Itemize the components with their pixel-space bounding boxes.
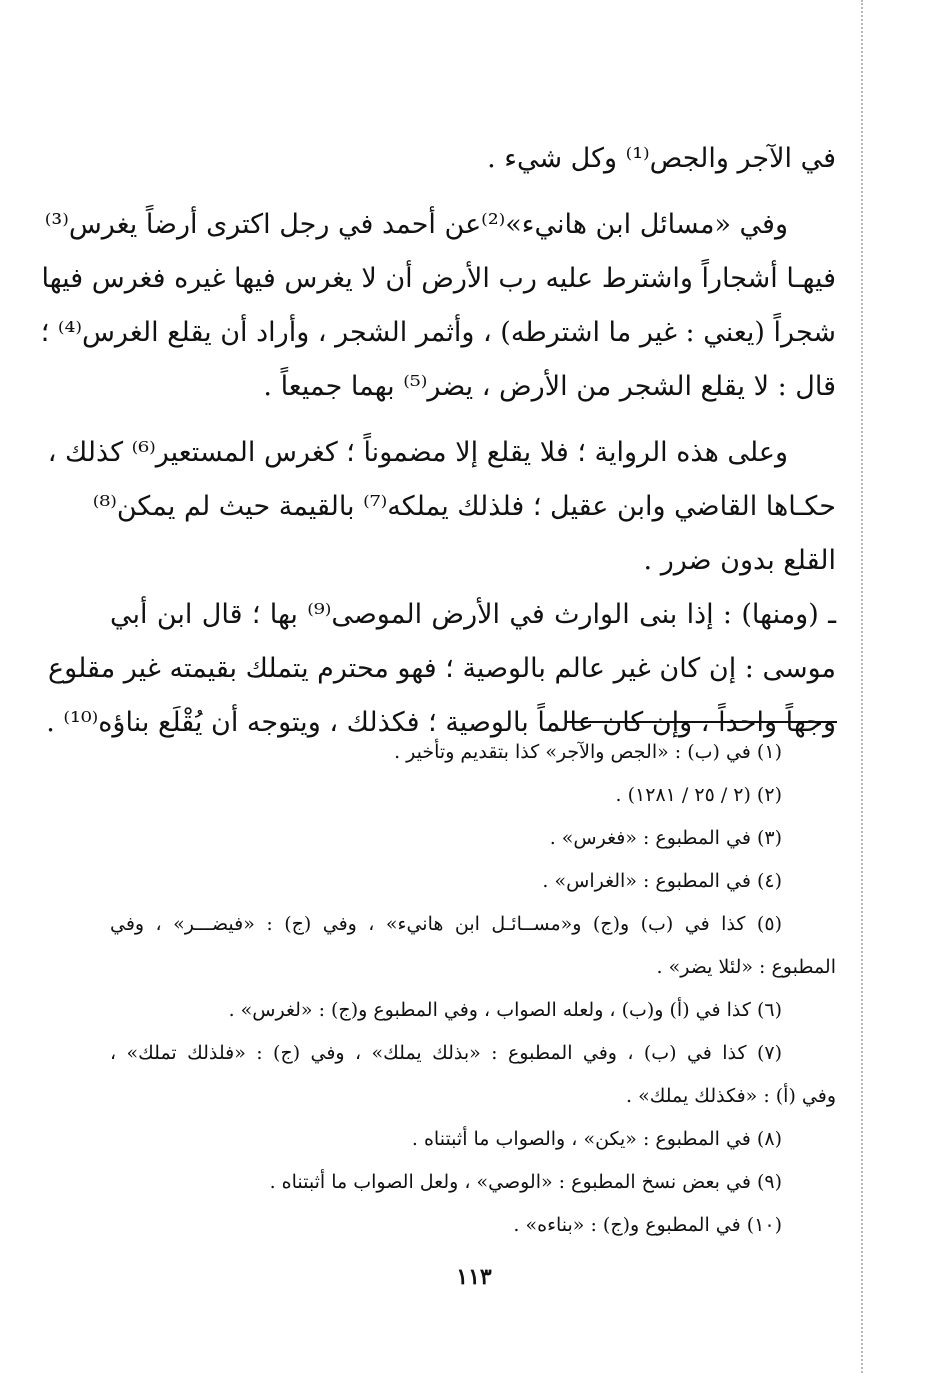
footnote-divider [565, 721, 837, 723]
footnote: (٥) كذا في (ب) و(ج) و«مســائـل ابن هانيء» ، وفي (ج) : «فيضـــر» ، وفي [110, 913, 782, 935]
body-line: وعلى هذه الرواية ؛ فلا يقلع إلا مضموناً ؛ كغرس المستعير⁽⁶⁾ كذلك ، [47, 437, 788, 468]
page-number: ١١٣ [456, 1264, 492, 1290]
footnote: (٢) (٢ / ٢٥ / ١٢٨١) . [615, 784, 782, 806]
footnotes [110, 731, 836, 1247]
body-line: في الآجر والجص⁽¹⁾ وكل شيء . [487, 143, 836, 174]
footnote: (٦) كذا في (أ) و(ب) ، ولعله الصواب ، وفي المطبوع و(ج) : «لغرس» . [228, 999, 782, 1021]
body-line: حكـاها القاضي وابن عقيل ؛ فلذلك يملكه⁽⁷⁾ بالقيمة حيث لم يمكن⁽⁸⁾ [92, 491, 836, 522]
footnote: (٤) في المطبوع : «الغراس» . [542, 870, 782, 892]
footnote: (٧) كذا في (ب) ، وفي المطبوع : «بذلك يملك» ، وفي (ج) : «فلذلك تملك» ، [110, 1042, 782, 1064]
body-line: موسى : إن كان غير عالم بالوصية ؛ فهو محترم يتملك بقيمته غير مقلوع [48, 653, 836, 684]
body-line: فيهـا أشجاراً واشترط عليه رب الأرض أن لا يغرس فيها غيره فغرس فيها [41, 263, 836, 294]
body-line: قال : لا يقلع الشجر من الأرض ، يضر⁽⁵⁾ بهما جميعاً . [263, 371, 836, 402]
footnote: (١٠) في المطبوع و(ج) : «بناءه» . [513, 1214, 782, 1236]
body-line: القلع بدون ضرر . [643, 545, 836, 576]
body-line: شجراً (يعني : غير ما اشترطه) ، وأثمر الشجر ، وأراد أن يقلع الغرس⁽⁴⁾ ؛ [40, 317, 836, 348]
body-line: وفي «مسائل ابن هانيء»⁽²⁾عن أحمد في رجل اكترى أرضاً يغرس⁽³⁾ [44, 209, 788, 240]
body-line: ـ (ومنها) : إذا بنى الوارث في الأرض الموصى⁽⁹⁾ بها ؛ قال ابن أبي [110, 599, 836, 630]
footnote: (٨) في المطبوع : «يكن» ، والصواب ما أثبتناه . [411, 1128, 782, 1150]
footnote-continuation: وفي (أ) : «فكذلك يملك» . [625, 1085, 836, 1107]
footnote: (١) في (ب) : «الجص والآجر» كذا بتقديم وتأخير . [394, 741, 782, 763]
scan-edge-dots [861, 0, 863, 1373]
footnote-continuation: المطبوع : «لئلا يضر» . [656, 956, 836, 978]
footnote: (٣) في المطبوع : «فغرس» . [549, 827, 782, 849]
main-text [40, 132, 836, 750]
body-line: وجهاً واحداً ، وإن كان عالماً بالوصية ؛ فكذلك ، ويتوجه أن يُقْلَع بناؤه⁽¹⁰⁾ . [46, 707, 836, 738]
footnote: (٩) في بعض نسخ المطبوع : «الوصي» ، ولعل الصواب ما أثبتناه . [269, 1171, 782, 1193]
